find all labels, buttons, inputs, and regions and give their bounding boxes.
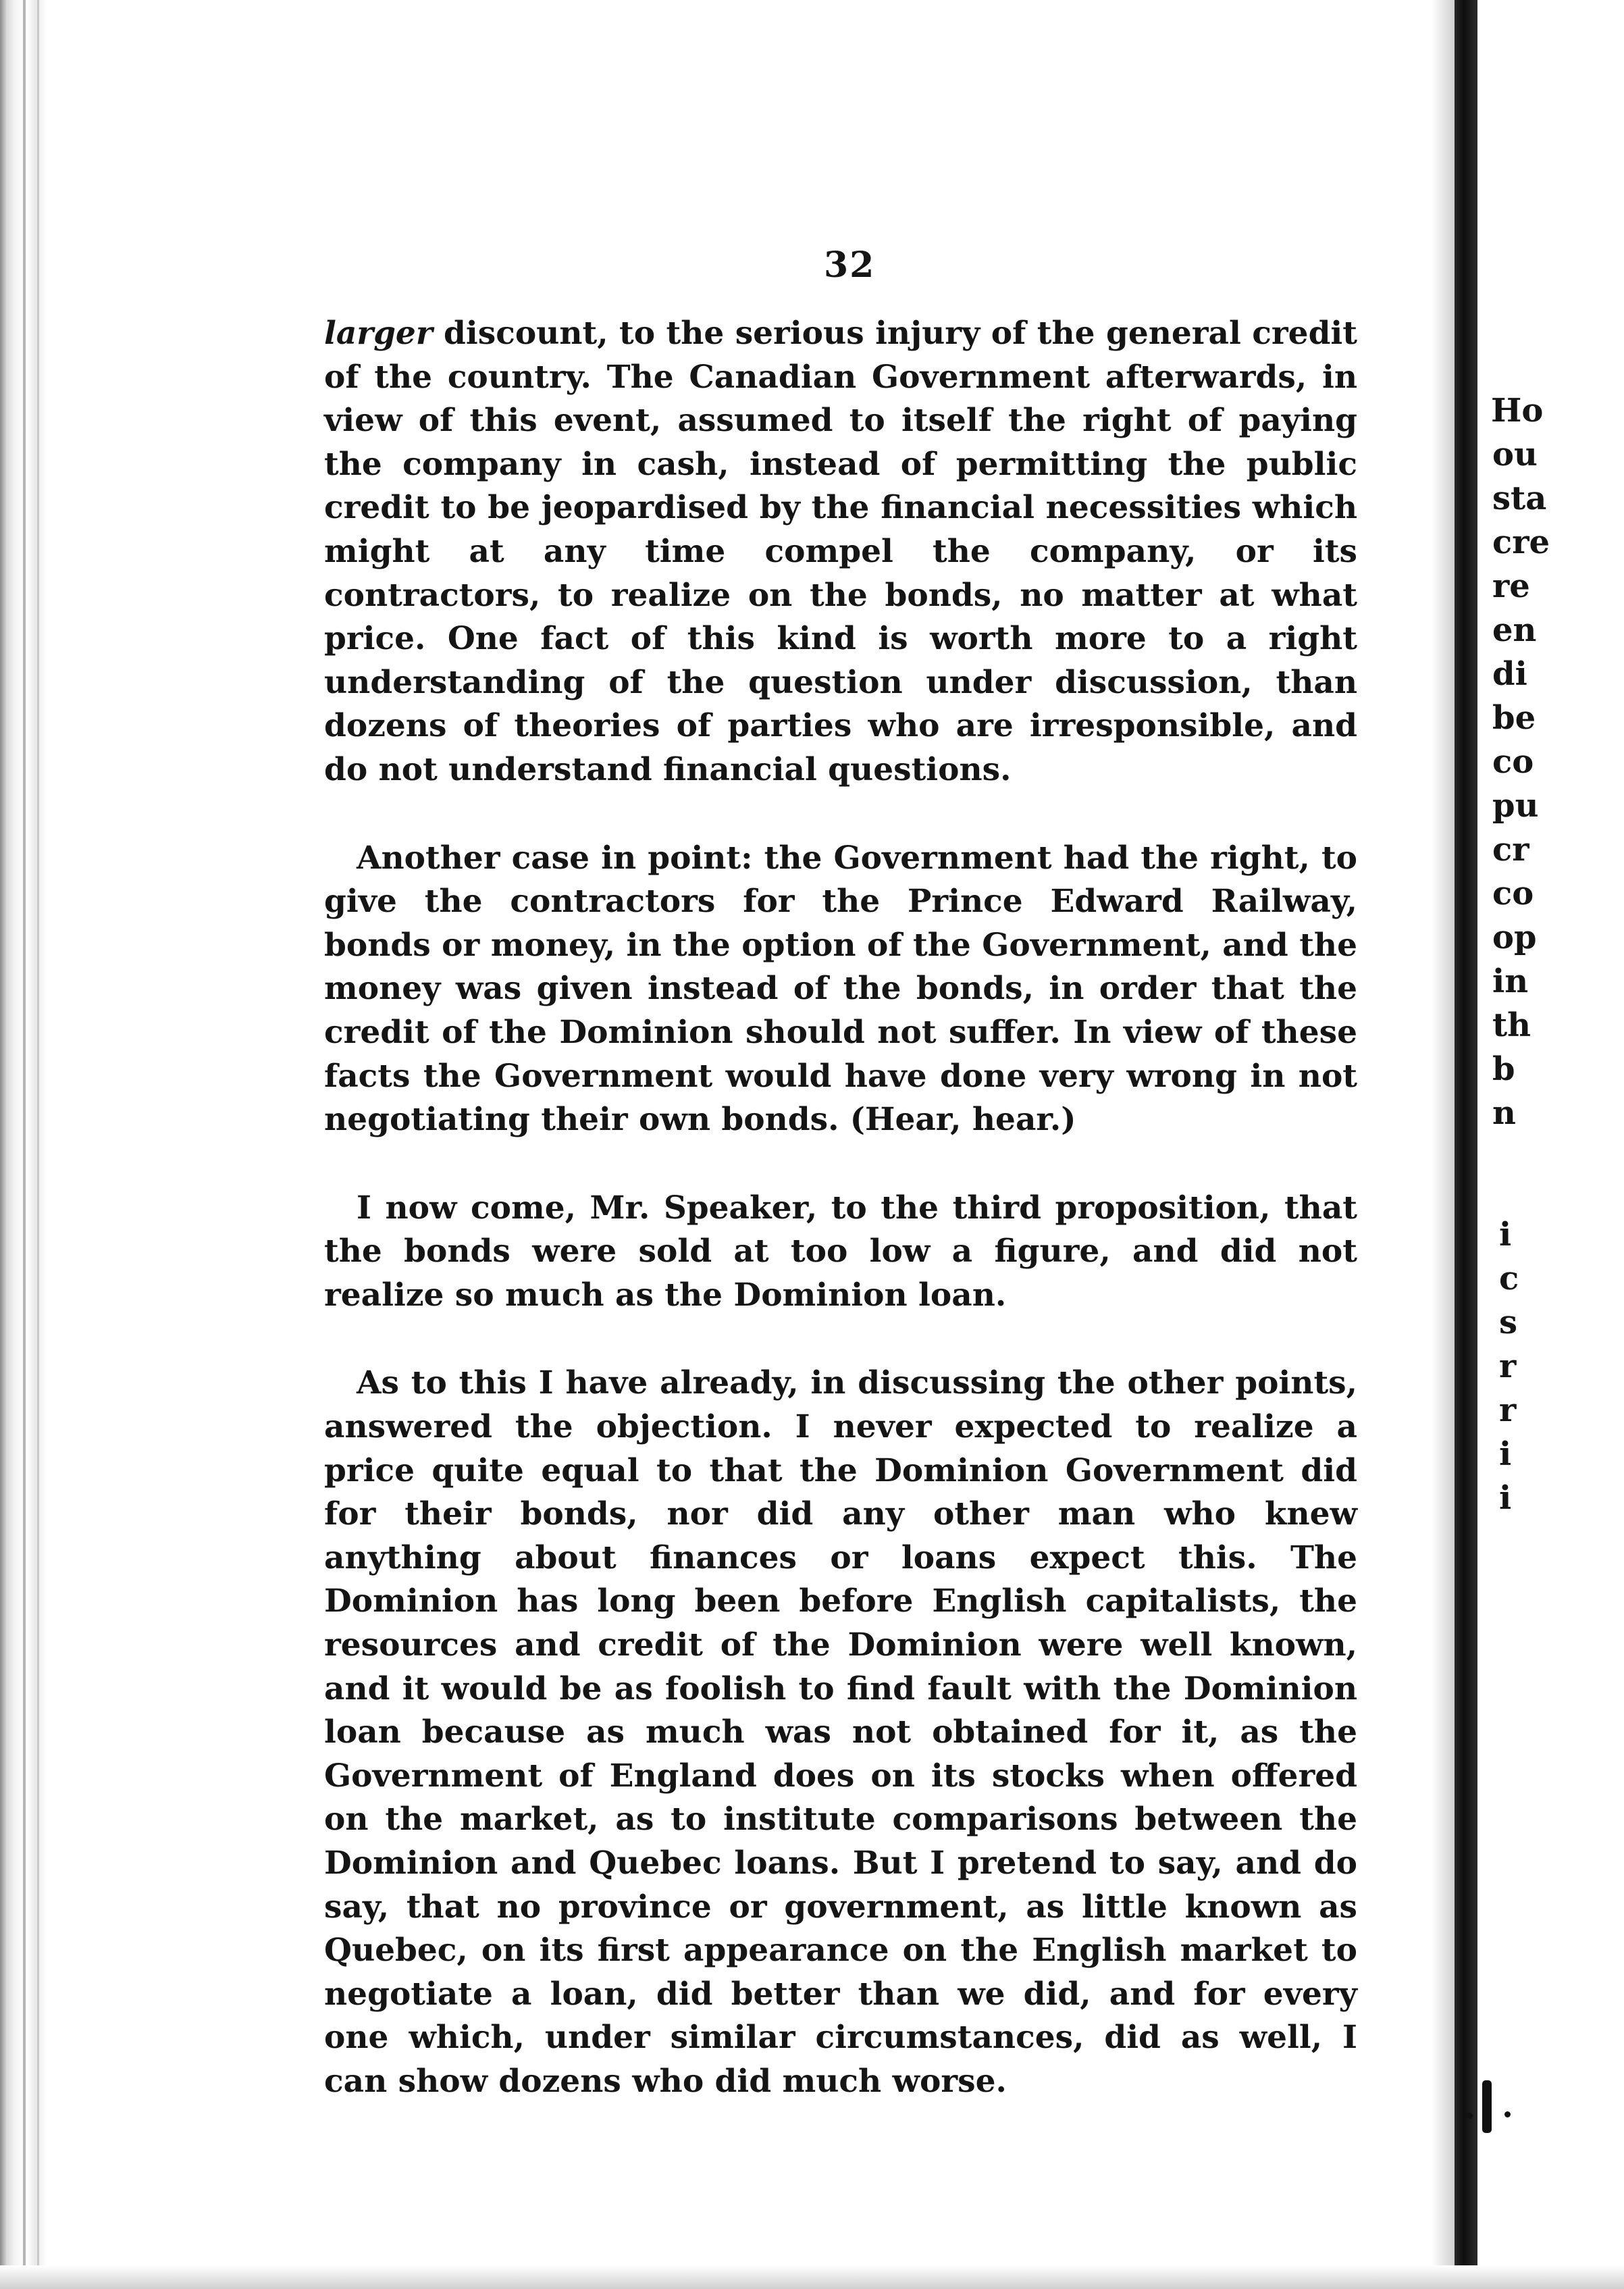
binding-line: [37, 0, 39, 2289]
paragraph: [324, 1362, 1357, 2103]
fragment-text: Ho: [1491, 392, 1544, 430]
fragment-text: cr: [1492, 831, 1529, 869]
fragment-text: en: [1492, 611, 1537, 649]
paragraph-text: Another case in point: the Government had the right, to give the contractors for the Prince Edward Railway, bonds or money, in the option of the Government, and the money was given instead of the bonds, in order that the credit of the Dominion should not suffer. In view of these facts the Government would have done very wrong in not negotiating their own bonds. (Hear, hear.): [324, 839, 1357, 1139]
ink-mark: [1482, 2080, 1492, 2133]
ink-dot: [1467, 2113, 1473, 2119]
facing-page-fragment: [1491, 0, 1624, 2289]
fragment-text: i: [1499, 1216, 1512, 1254]
fragment-text: c: [1499, 1260, 1519, 1297]
fragment-text: pu: [1492, 787, 1539, 825]
italic-lead-word: larger: [324, 315, 433, 352]
fragment-text: in: [1492, 962, 1529, 1000]
fragment-text: b: [1492, 1050, 1515, 1088]
scan-bottom-edge: [0, 2265, 1624, 2289]
paragraph-text: discount, to the serious injury of the general credit of the country. The Canadian Government afterwards, in view of this event, assumed to itself the right of paying the company in cash, instead of permitting the public credit to be jeopardised by the financial necessities which might at any time compel the company, or its contractors, to realize on the bonds, no matter at what price. One fact of this kind is worth more to a right understanding of the question under discussion, than dozens of theories of parties who are irresponsible, and do not understand financial questions.: [324, 315, 1357, 788]
fragment-text: co: [1492, 743, 1534, 781]
gutter-shadow: [1432, 0, 1455, 2289]
book-gutter: [1455, 0, 1477, 2289]
fragment-text: n: [1492, 1094, 1516, 1132]
fragment-text: re: [1492, 567, 1530, 605]
paragraph-text: I now come, Mr. Speaker, to the third proposition, that the bonds were sold at too low a figure, and did not realize so much as the Dominion loan.: [324, 1189, 1357, 1314]
paragraph: [324, 312, 1357, 792]
paragraph: [324, 1187, 1357, 1318]
fragment-text: op: [1492, 919, 1537, 956]
ink-dot: [1504, 2111, 1511, 2117]
page-body: [324, 312, 1357, 2149]
paragraph-text: As to this I have already, in discussing the other points, answered the objection. I never expected to realize a price quite equal to that the Dominion Government did for their bonds, nor did any other man who knew anything about finances or loans expect this. The Dominion has long been before English capitalists, the resources and credit of the Dominion were well known, and it would be as foolish to find fault with the Dominion loan because as much was not obtained for it, as the Government of England does on its stocks when offered on the market, as to institute comparisons between the Dominion and Quebec loans. But I pretend to say, and do say, that no province or government, as little known as Quebec, on its first appearance on the English market to negotiate a loan, did better than we did, and for every one which, under similar circumstances, did as well, I can show dozens who did much worse.: [324, 1364, 1357, 2100]
paragraph: [324, 837, 1357, 1142]
binding-line: [23, 0, 26, 2289]
fragment-text: di: [1492, 655, 1527, 693]
fragment-text: s: [1499, 1304, 1518, 1341]
fragment-text: sta: [1492, 480, 1547, 517]
fragment-text: co: [1492, 875, 1534, 912]
fragment-text: th: [1492, 1006, 1531, 1044]
page-number: 32: [824, 245, 876, 286]
fragment-text: r: [1499, 1391, 1517, 1429]
fragment-text: cre: [1492, 523, 1550, 561]
fragment-text: ou: [1492, 436, 1538, 473]
fragment-text: be: [1492, 699, 1536, 737]
fragment-text: i: [1499, 1435, 1512, 1473]
fragment-text: i: [1499, 1479, 1512, 1517]
fragment-text: r: [1499, 1347, 1517, 1385]
